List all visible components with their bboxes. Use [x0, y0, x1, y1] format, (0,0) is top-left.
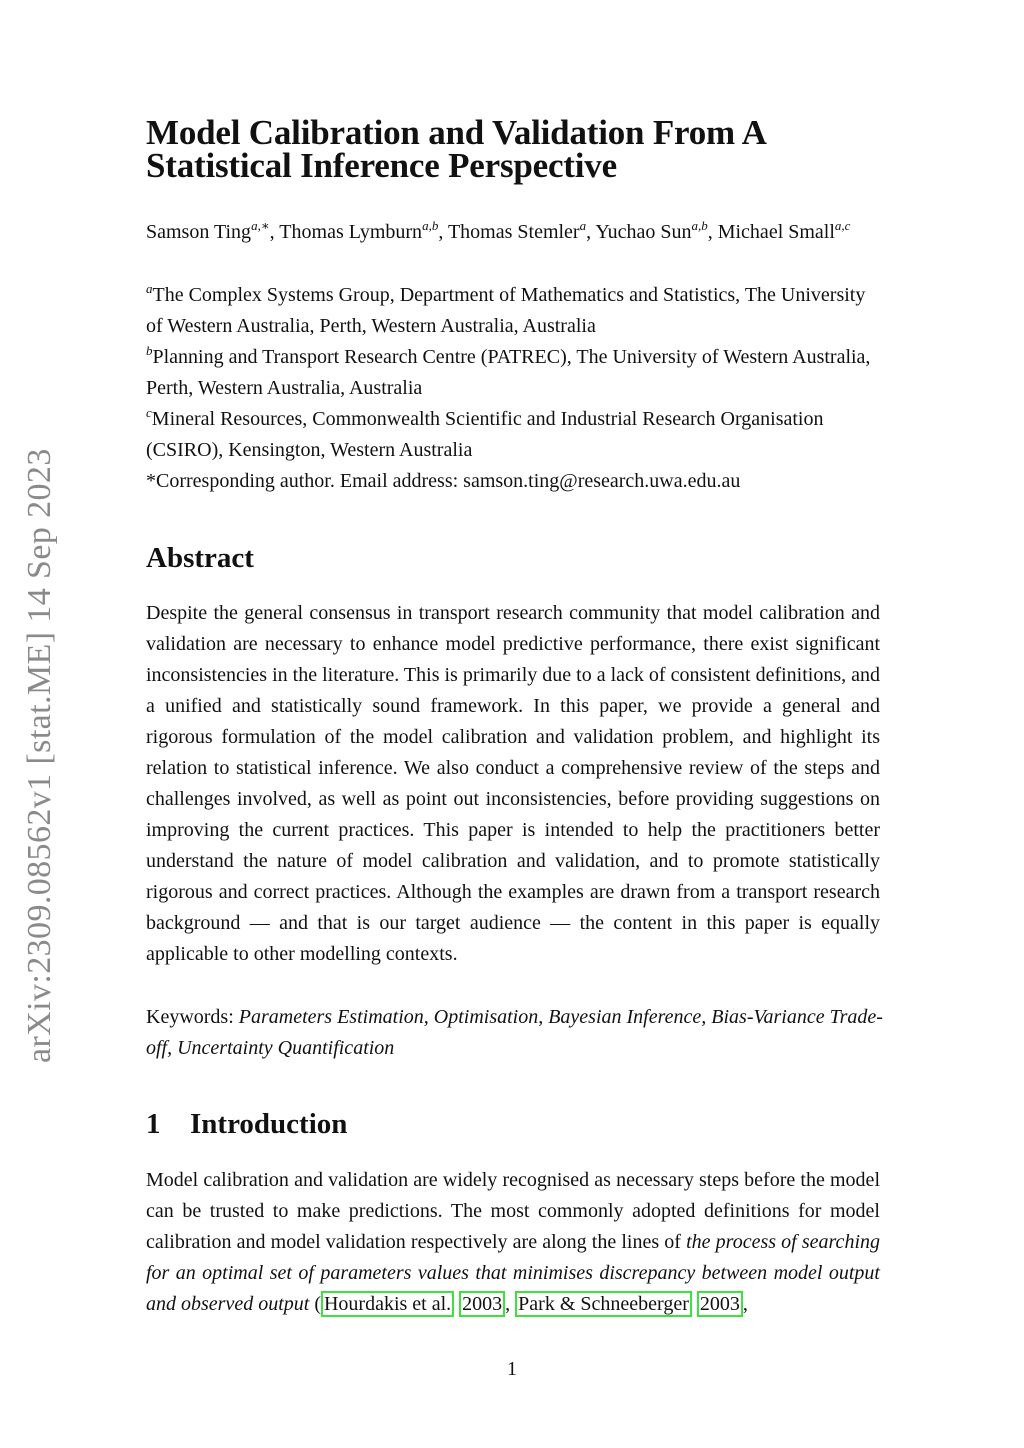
- citation-link-year[interactable]: 2003: [697, 1291, 743, 1317]
- section-number: 1: [146, 1108, 161, 1140]
- affiliation-mark: b: [146, 343, 153, 358]
- introduction-paragraph: [146, 1165, 880, 1320]
- author-name: Yuchao Sun: [595, 221, 692, 243]
- citation-link-authors[interactable]: Park & Schneeberger: [515, 1291, 692, 1317]
- author-affiliation-mark: a,b: [691, 218, 708, 233]
- affiliation-b: [146, 342, 880, 404]
- corresponding-author: *Corresponding author. Email address: samson.ting@research.uwa.edu.au: [146, 470, 741, 492]
- abstract-heading: Abstract: [146, 542, 254, 574]
- author-list: Samson Ting$^{a,∗}$, Thomas Lymburn$^{a,b}$, Thomas Stemler$^a$, Yuchao Sun$^{a,b}$, Michael Small$^{a,c}$: [146, 218, 851, 243]
- intro-text: Model calibration and validation are widely recognised as necessary steps before the model can be trusted to make predictions. The most commonly adopted definitions for model calibration and model validation respectively are along the lines of: [146, 1169, 880, 1253]
- affiliation-text: Planning and Transport Research Centre (PATREC), The University of Western Australia, Perth, Western Australia, Australia: [146, 346, 871, 399]
- intro-text-paren: (: [309, 1293, 321, 1315]
- keywords: [146, 1002, 892, 1064]
- author-affiliation-mark: a,∗: [251, 218, 270, 233]
- affiliation-text: The Complex Systems Group, Department of Mathematics and Statistics, The University of Western Australia, Perth, Western Australia, Australia: [146, 284, 866, 337]
- author-affiliation-mark: a,b: [422, 218, 439, 233]
- author-name: Michael Small: [717, 221, 835, 243]
- citation-separator: ,: [505, 1293, 516, 1315]
- author-name: Thomas Lymburn: [279, 221, 423, 243]
- page-number: 1: [507, 1358, 517, 1380]
- keywords-label: Keywords:: [146, 1006, 234, 1028]
- paper-title: Model Calibration and Validation From A Statistical Inference Perspective: [146, 113, 765, 185]
- author-affiliation-mark: a: [579, 218, 587, 233]
- intro-italic-definition: the process of searching for an optimal set of parameters values that minimises discrepancy between model output and observed output: [146, 1231, 880, 1315]
- author-name: Samson Ting: [146, 221, 252, 243]
- affiliation-c: [146, 404, 880, 466]
- keywords-list: Parameters Estimation, Optimisation, Bayesian Inference, Bias-Variance Trade-off, Uncertainty Quantification: [146, 1006, 883, 1059]
- affiliation-text: Mineral Resources, Commonwealth Scientific and Industrial Research Organisation (CSIRO), Kensington, Western Australia: [146, 408, 824, 461]
- affiliation-mark: a: [146, 281, 153, 296]
- affiliation-a: [146, 280, 880, 342]
- citation-link-authors[interactable]: Hourdakis et al.: [321, 1291, 454, 1317]
- citation-link-year[interactable]: 2003: [459, 1291, 505, 1317]
- affiliation-mark: c: [146, 405, 152, 420]
- section-title: Introduction: [190, 1108, 348, 1140]
- abstract-text: Despite the general consensus in transport research community that model calibration and validation are necessary to enhance model predictive performance, there exist significant inconsistencies in the literature. This is primarily due to a lack of consistent definitions, and a unified and statistically sound framework. In this paper, we provide a general and rigorous formulation of the model calibration and validation problem, and highlight its relation to statistical inference. We also conduct a comprehensive review of the steps and challenges involved, as well as point out inconsistencies, before providing suggestions on improving the current practices. This paper is intended to help the practitioners better understand the nature of model calibration and validation, and to promote statistically rigorous and correct practices. Although the examples are drawn from a transport research background — and that is our target audience — the content in this paper is equally applicable to other modelling contexts.: [146, 602, 880, 965]
- citation-trailing-comma: ,: [742, 1293, 748, 1315]
- arxiv-identifier-stamp: arXiv:2309.08562v1 [stat.ME] 14 Sep 2023: [21, 448, 58, 1064]
- author-affiliation-mark: a,c: [834, 218, 851, 233]
- author-name: Thomas Stemler: [447, 221, 580, 243]
- section-heading-introduction: [146, 1107, 347, 1141]
